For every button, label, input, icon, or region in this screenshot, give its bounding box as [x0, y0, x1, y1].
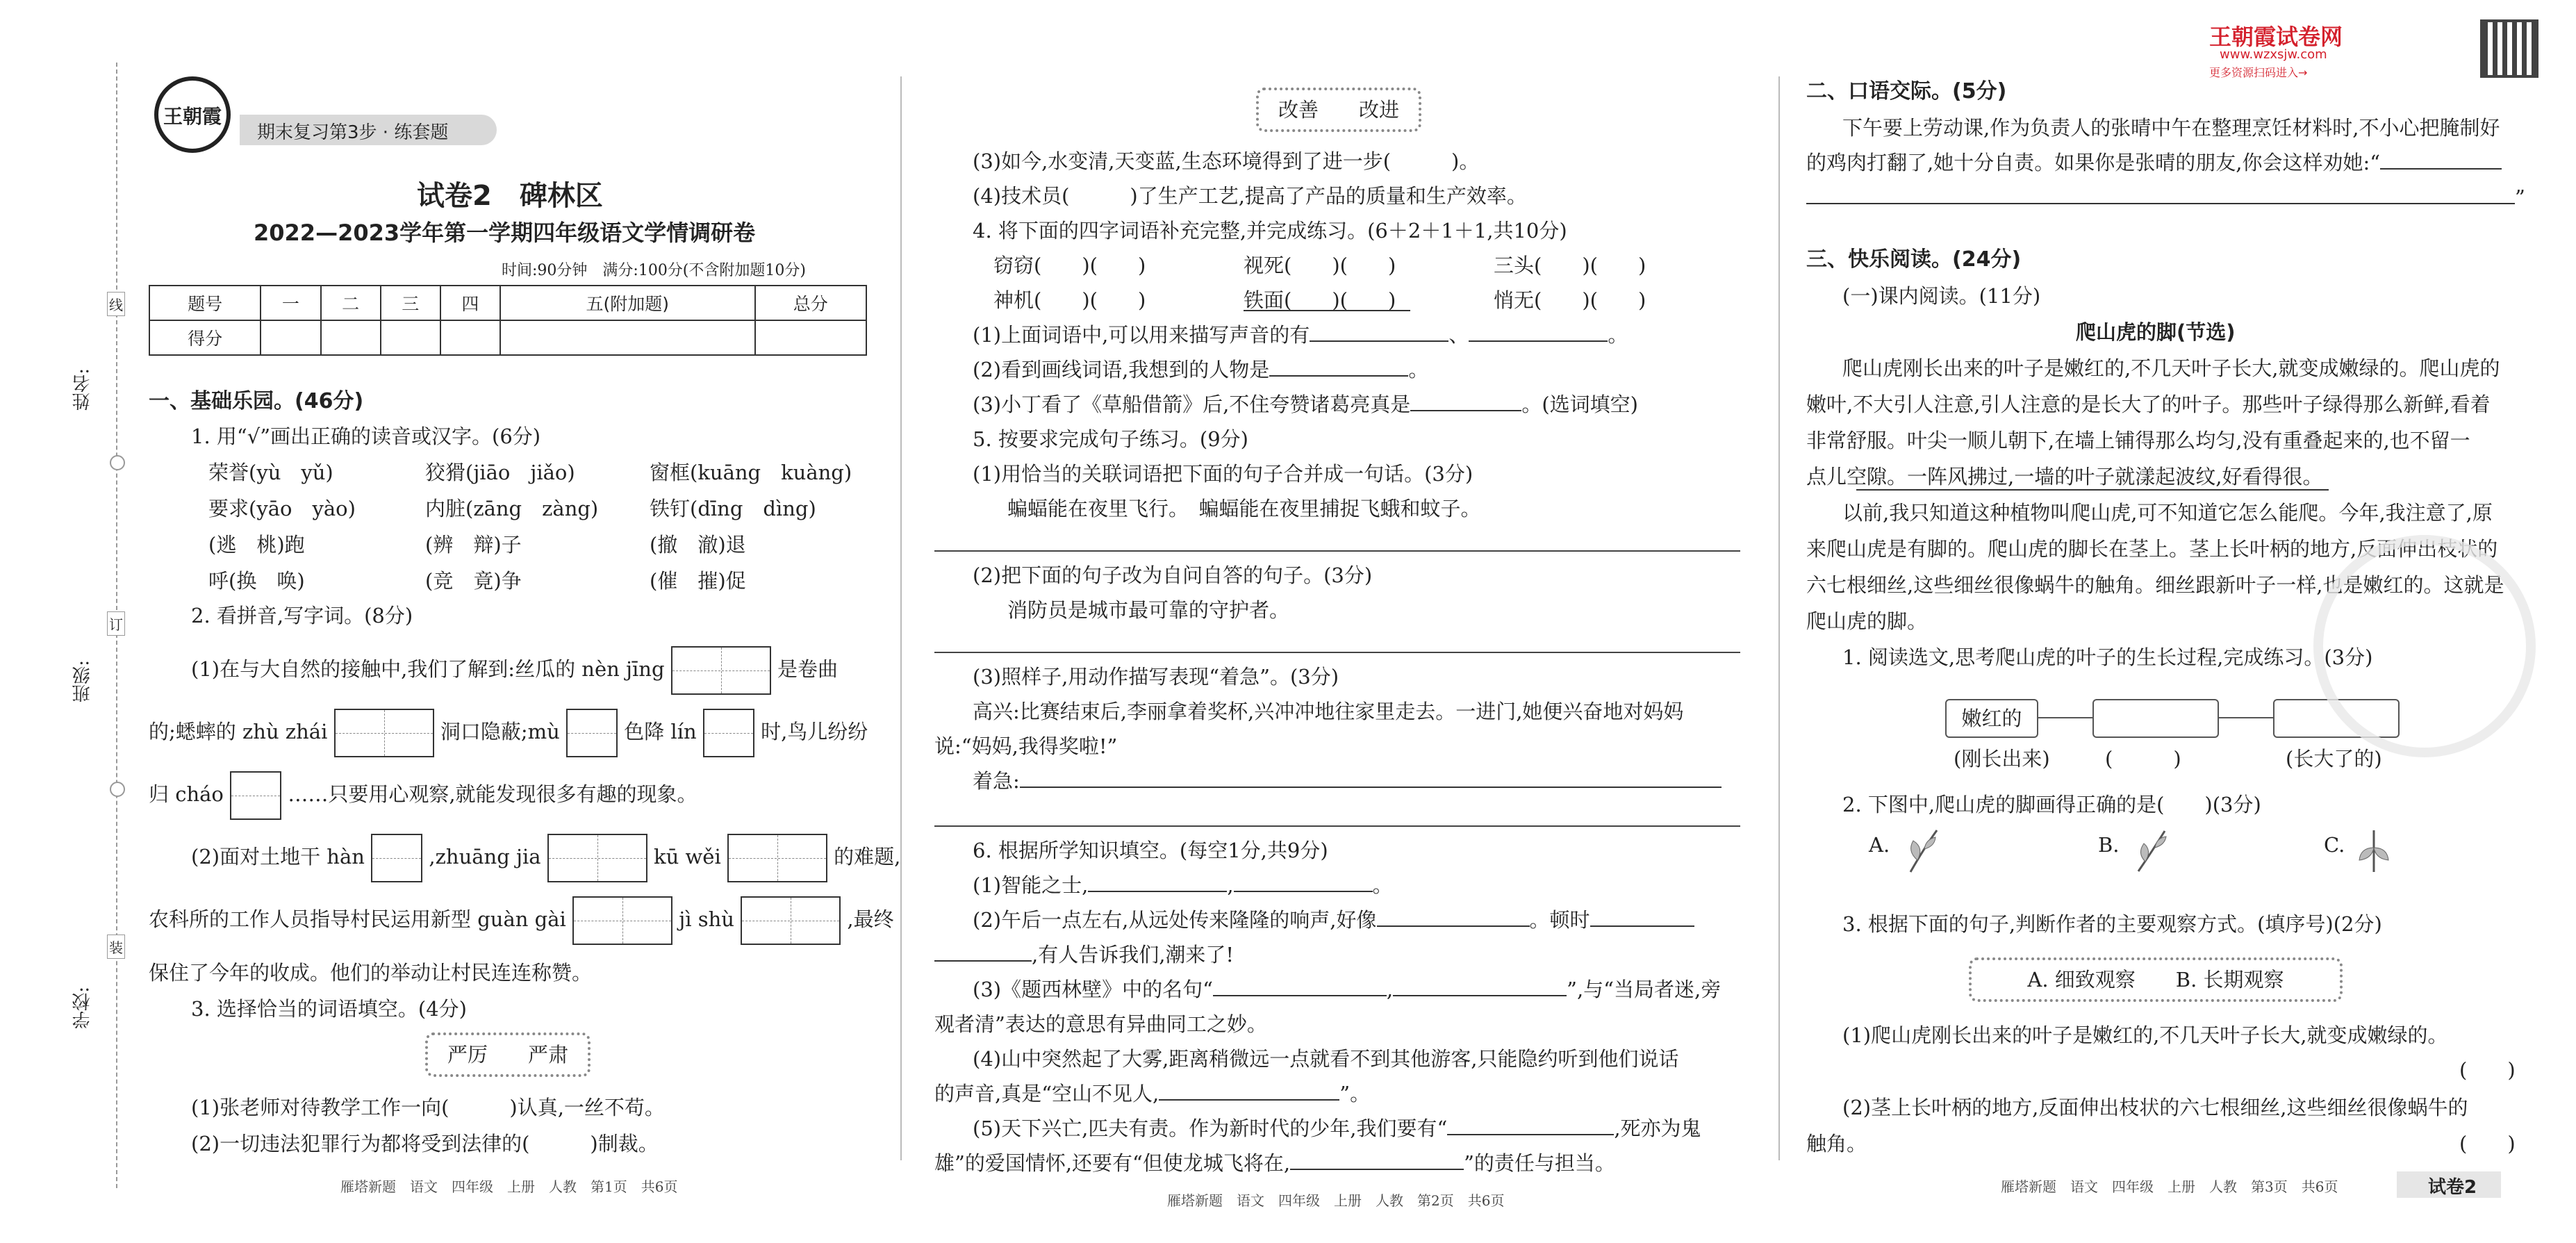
sentence-source: 消防员是城市最可靠的守护者。: [1007, 598, 1290, 622]
text: ,: [1386, 978, 1394, 1001]
question-3: 3. 选择恰当的词语填空。(4分): [191, 997, 467, 1021]
judge-item: (2)茎上长叶柄的地方,反面伸出枝状的六七根细丝,这些细丝很像蜗牛的: [1842, 1096, 2468, 1119]
text: 时,鸟儿纷纷: [761, 720, 868, 743]
column-divider: [1778, 76, 1780, 1160]
flow-label: (刚长出来): [1954, 747, 2050, 771]
text: ,最终: [847, 907, 894, 931]
fill-line: [973, 976, 1721, 1003]
flow-box[interactable]: [2092, 699, 2219, 738]
pinyin-grid[interactable]: [741, 896, 841, 945]
logo-badge: [154, 76, 231, 153]
column-divider: [900, 76, 902, 1160]
idiom-item[interactable]: 三头( )( ): [1494, 254, 1646, 277]
question-6: 6. 根据所学知识填空。(每空1分,共9分): [973, 839, 1328, 862]
paper-time: 时间:90分钟 满分:100分(不含附加题10分): [502, 262, 806, 279]
score-row-label: 得分: [149, 320, 261, 355]
text: 的鸡肉打翻了,她十分自责。如果你是张晴的朋友,你会这样劝她:“: [1806, 151, 2381, 174]
text: 是卷曲: [777, 657, 838, 681]
brand-scan-text: 更多资源扫码进入→: [2209, 66, 2308, 79]
text: 洞口隐蔽;mù: [440, 720, 560, 743]
text: ”: [2515, 186, 2525, 209]
text: 。: [1608, 323, 1628, 347]
brand-url: www.wzxsjw.com: [2220, 47, 2327, 62]
watermark-stamp-icon: [2313, 535, 2536, 757]
text: ,死亦为鬼: [1614, 1117, 1701, 1140]
score-cell[interactable]: [321, 320, 381, 355]
answer-blank[interactable]: [2380, 149, 2502, 170]
passage-title: 爬山虎的脚(节选): [2076, 320, 2236, 344]
answer-blank[interactable]: [1269, 356, 1408, 377]
answer-blank[interactable]: [1469, 321, 1608, 342]
question-1: 1. 用“√”画出正确的读音或汉字。(6分): [191, 425, 541, 448]
paper-subtitle: 2022—2023学年第一学期四年级语文学情调研卷: [254, 220, 756, 246]
text: 。: [1372, 873, 1393, 897]
option-label[interactable]: C.: [2324, 833, 2345, 857]
q1-item[interactable]: 狡猾(jiāo jiǎo): [425, 461, 575, 484]
q1-item[interactable]: 窗框(kuāng kuàng): [650, 461, 852, 484]
passage-line: 六七根细丝,这些细丝很像蜗牛的触角。细丝跟新叶子一样,也是嫩红的。这就是: [1806, 573, 2504, 597]
passage-line: [1806, 183, 2525, 211]
fill-item[interactable]: (1)张老师对待教学工作一向( )认真,一丝不苟。: [191, 1096, 665, 1119]
idiom-item[interactable]: 视死( )( ): [1244, 254, 1396, 277]
q1-item[interactable]: (催 摧)促: [650, 569, 746, 593]
text: 的声音,真是“空山不见人,: [934, 1082, 1159, 1105]
q1-item[interactable]: 呼(换 唤): [208, 569, 305, 593]
text: (2)面对土地干 hàn: [191, 845, 365, 869]
paper-tag-text: 试卷2: [2428, 1177, 2477, 1198]
passage-line: 嫩叶,不大引人注意,引人注意的是长大了的叶子。那些叶子绿得那么新鲜,看着: [1806, 393, 2491, 416]
score-cell[interactable]: [755, 320, 866, 355]
question-4: 4. 将下面的四字词语补充完整,并完成练习。(6＋2＋1＋1,共10分): [973, 219, 1567, 242]
judge-paren[interactable]: ( ): [2459, 1058, 2516, 1082]
binding-hole: [110, 782, 125, 797]
idiom-item[interactable]: 神机( )( ): [993, 288, 1146, 312]
idiom-question: [973, 356, 1428, 384]
idiom-item[interactable]: 悄无( )( ): [1494, 288, 1646, 312]
answer-blank[interactable]: [1234, 871, 1373, 892]
score-cell[interactable]: [381, 320, 440, 355]
answer-line[interactable]: [934, 825, 1740, 827]
binding-name-label: 姓名:: [72, 368, 93, 411]
text: (2)午后一点左右,从远处传来隆隆的响声,好像: [973, 908, 1377, 932]
answer-blank[interactable]: [1806, 183, 2515, 204]
text: ”,与“当局者迷,旁: [1567, 978, 1722, 1001]
fill-line: [973, 1114, 1701, 1142]
binding-mark: 装: [107, 935, 125, 959]
pinyin-grid[interactable]: [334, 709, 434, 757]
score-header: 题号: [149, 286, 261, 320]
text: 着急:: [973, 769, 1020, 793]
q1-item[interactable]: 要求(yāo yào): [208, 497, 356, 520]
text: ……只要用心观察,就能发现很多有趣的现象。: [288, 782, 697, 806]
section-2-title: 二、口语交际。(5分): [1806, 79, 2007, 104]
section-3-title: 三、快乐阅读。(24分): [1806, 247, 2022, 272]
q1-item[interactable]: (逃 桃)跑: [208, 533, 305, 557]
text: jì shù: [679, 907, 734, 931]
text: (2)看到画线词语,我想到的人物是: [973, 358, 1270, 381]
score-table: [149, 285, 867, 356]
answer-blank[interactable]: [1447, 1114, 1614, 1135]
reading-question-1: 1. 阅读选文,思考爬山虎的叶子的生长过程,完成练习。(3分): [1842, 645, 2373, 669]
logo-text: 王朝霞: [163, 105, 222, 128]
reading-question-3: 3. 根据下面的句子,判断作者的主要观察方式。(填序号)(2分): [1842, 912, 2382, 936]
answer-blank[interactable]: [1377, 906, 1530, 927]
text: (1)在与大自然的接触中,我们了解到:丝瓜的 nèn jīng: [191, 657, 665, 681]
text: 。: [1408, 358, 1429, 381]
text: 的;蟋蟀的 zhù zhái: [149, 720, 328, 743]
answer-blank[interactable]: [1310, 321, 1448, 342]
sentence-source: 蝙蝠能在夜里飞行。 蝙蝠能在夜里捕捉飞蛾和蚊子。: [1007, 497, 1481, 520]
score-header: 四: [440, 286, 500, 320]
text: kū wěi: [654, 845, 721, 869]
text: (5)天下兴亡,匹夫有责。作为新时代的少年,我们要有“: [973, 1117, 1448, 1140]
sentence-example: 说:“妈妈,我得奖啦!”: [934, 734, 1118, 758]
score-cell[interactable]: [440, 320, 500, 355]
binding-mark: 线: [107, 292, 125, 316]
answer-blank[interactable]: [934, 941, 1032, 962]
q1-item[interactable]: (竞 竟)争: [425, 569, 522, 593]
answer-blank[interactable]: [1159, 1080, 1339, 1101]
subsection-title: (一)课内阅读。(11分): [1842, 284, 2041, 308]
q2-line-4: [191, 834, 900, 882]
score-header: 三: [381, 286, 440, 320]
word-choice-box: 改善 改进: [1256, 88, 1421, 132]
question-2: 2. 看拼音,写字词。(8分): [191, 604, 413, 627]
answer-blank[interactable]: [1410, 390, 1521, 411]
passage-line: 非常舒服。叶尖一顺儿朝下,在墙上铺得那么均匀,没有重叠起来的,也不留一: [1806, 429, 2470, 452]
section-1-title: 一、基础乐园。(46分): [149, 389, 364, 413]
sentence-example: 高兴:比赛结束后,李丽拿着奖杯,兴冲冲地往家里走去。一进门,她便兴奋地对妈妈: [973, 700, 1684, 723]
q2-line-3: [149, 771, 697, 820]
score-header: 五(附加题): [500, 286, 755, 320]
binding-class-label: 班级:: [72, 660, 93, 702]
text: 归 cháo: [149, 782, 224, 806]
judge-item: (1)爬山虎刚长出来的叶子是嫩红的,不几天叶子长大,就变成嫩绿的。: [1842, 1023, 2448, 1047]
fill-line: [973, 871, 1393, 899]
option-label[interactable]: B.: [2098, 833, 2120, 857]
flow-box[interactable]: 嫩红的: [1945, 699, 2038, 738]
option-label[interactable]: A.: [1869, 833, 1890, 857]
qr-code-icon[interactable]: [2480, 19, 2538, 78]
answer-line[interactable]: [934, 550, 1740, 552]
text: (3)小丁看了《草船借箭》后,不住夸赞诸葛亮真是: [973, 393, 1411, 416]
reading-question-2: 2. 下图中,爬山虎的脚画得正确的是( )(3分): [1842, 793, 2261, 816]
answer-blank[interactable]: [1393, 976, 1567, 996]
passage-line: 下午要上劳动课,作为负责人的张晴中午在整理烹饪材料时,不小心把腌制好: [1842, 116, 2500, 140]
text: (1)智能之士,: [973, 873, 1089, 897]
brand-name: 王朝霞试卷网: [2209, 24, 2343, 50]
q2-line-1: [191, 646, 838, 695]
leaf-icon: [2133, 827, 2170, 875]
page-footer: 雁塔新题 语文 四年级 上册 人教 第3页 共6页: [2001, 1178, 2338, 1195]
text: 雄”的爱国情怀,还要有“但使龙城飞将在,: [934, 1151, 1291, 1175]
leaf-icon: [1904, 827, 1941, 875]
q1-item[interactable]: (辨 辩)子: [425, 533, 522, 557]
text: 色降 lín: [624, 720, 697, 743]
text: ,: [1227, 873, 1234, 897]
q1-item[interactable]: 荣誉(yù yǔ): [208, 461, 333, 484]
text: (3)《题西林壁》中的名句“: [973, 978, 1213, 1001]
passage-line: 爬山虎刚长出来的叶子是嫩红的,不几天叶子长大,就变成嫩绿的。爬山虎的: [1842, 356, 2500, 380]
pinyin-grid[interactable]: [703, 709, 754, 757]
text: 农科所的工作人员指导村民运用新型 guàn gài: [149, 907, 566, 931]
score-cell[interactable]: [261, 320, 320, 355]
flow-label: ( ): [2105, 747, 2181, 771]
sentence-task: (3)照样子,用动作描写表现“着急”。(3分): [973, 665, 1339, 689]
text: ”。: [1339, 1082, 1371, 1105]
binding-hole: [110, 455, 125, 470]
sentence-task: (2)把下面的句子改为自问自答的句子。(3分): [973, 563, 1373, 587]
q2-line-2: [149, 709, 868, 757]
passage-line: 以前,我只知道这种植物叫爬山虎,可不知道它怎么能爬。今年,我注意了,原: [1842, 501, 2493, 525]
sentence-task: (1)用恰当的关联词语把下面的句子合并成一句话。(3分): [973, 462, 1473, 486]
binding-school-label: 学校:: [72, 987, 93, 1029]
text: (1)上面词语中,可以用来描写声音的有: [973, 323, 1310, 347]
score-header: 一: [261, 286, 320, 320]
question-5: 5. 按要求完成句子练习。(9分): [973, 427, 1248, 451]
answer-line[interactable]: [934, 652, 1740, 653]
passage-line: 来爬山虎是有脚的。爬山虎的脚长在茎上。茎上长叶柄的地方,反面伸出枝状的: [1806, 537, 2498, 561]
text: ,zhuāng jia: [429, 845, 541, 869]
q2-line-6: 保住了今年的收成。他们的举动让村民连连称赞。: [149, 961, 593, 985]
pinyin-grid[interactable]: [566, 709, 618, 757]
text: ,有人告诉我们,潮来了!: [1032, 943, 1235, 966]
pinyin-grid[interactable]: [572, 896, 672, 945]
text: ”的责任与担当。: [1464, 1151, 1615, 1175]
fill-line: [934, 1149, 1615, 1177]
answer-blank[interactable]: [1020, 767, 1722, 788]
text: 。顿时: [1529, 908, 1590, 932]
text: 的难题,: [834, 845, 901, 869]
idiom-item[interactable]: 窃窃( )( ): [993, 254, 1146, 277]
binding-mark: 订: [107, 611, 125, 636]
passage-line: 爬山虎的脚。: [1806, 609, 1928, 633]
answer-blank[interactable]: [1213, 976, 1387, 996]
q2-line-5: [149, 896, 894, 945]
fill-line: 观者清”表达的意思有异曲同工之妙。: [934, 1012, 1267, 1036]
idiom-question: [973, 321, 1628, 349]
answer-blank[interactable]: [1088, 871, 1227, 892]
score-cell[interactable]: [500, 320, 755, 355]
fill-item[interactable]: (3)如今,水变清,天变蓝,生态环境得到了进一步( )。: [973, 149, 1480, 173]
judge-item: 触角。: [1806, 1132, 1867, 1155]
sentence-prompt: [973, 767, 1722, 795]
idiom-question: [973, 390, 1638, 418]
q1-item[interactable]: 铁钉(dīng dìng): [650, 497, 816, 520]
page-footer: 雁塔新题 语文 四年级 上册 人教 第1页 共6页: [340, 1178, 678, 1195]
text: 、: [1448, 323, 1469, 347]
pinyin-grid[interactable]: [230, 771, 281, 820]
pinyin-grid[interactable]: [671, 646, 771, 695]
score-header: 二: [321, 286, 381, 320]
underline-mark: [1856, 489, 2329, 491]
text: 。(选词填空): [1521, 393, 1638, 416]
leaf-icon: [2355, 827, 2393, 875]
flow-connector: [2037, 717, 2092, 718]
page-footer: 雁塔新题 语文 四年级 上册 人教 第2页 共6页: [1167, 1192, 1505, 1209]
q1-item[interactable]: (撤 澈)退: [650, 533, 746, 557]
answer-blank[interactable]: [1590, 906, 1694, 927]
word-choice-box: 严厉 严肃: [425, 1032, 591, 1077]
fill-line: [934, 941, 1234, 969]
idiom-item[interactable]: 铁面( )( ): [1244, 288, 1396, 312]
paper-title: 试卷2 碑林区: [417, 180, 603, 212]
answer-blank[interactable]: [1290, 1149, 1464, 1170]
flow-connector: [2218, 717, 2273, 718]
flow-label: (长大了的): [2286, 747, 2382, 771]
fill-line: [934, 1080, 1370, 1108]
fill-line: (4)山中突然起了大雾,距离稍微远一点就看不到其他游客,只能隐约听到他们说话: [973, 1047, 1679, 1071]
fill-item[interactable]: (2)一切违法犯罪行为都将受到法律的( )制裁。: [191, 1132, 659, 1155]
score-header: 总分: [755, 286, 866, 320]
fill-item[interactable]: (4)技术员( )了生产工艺,提高了产品的质量和生产效率。: [973, 184, 1527, 208]
fill-line: [973, 906, 1694, 934]
judge-paren[interactable]: ( ): [2459, 1132, 2516, 1155]
passage-line: [1806, 149, 2502, 176]
observation-options-box: A. 细致观察 B. 长期观察: [1969, 957, 2343, 1002]
pinyin-grid[interactable]: [547, 834, 647, 882]
passage-line: 点儿空隙。一阵风拂过,一墙的叶子就漾起波纹,好看得很。: [1806, 465, 2323, 488]
q1-item[interactable]: 内脏(zāng zàng): [425, 497, 599, 520]
banner-text: 期末复习第3步 · 练套题: [257, 122, 449, 143]
pinyin-grid[interactable]: [371, 834, 422, 882]
pinyin-grid[interactable]: [727, 834, 827, 882]
underline-mark: [1244, 310, 1410, 311]
